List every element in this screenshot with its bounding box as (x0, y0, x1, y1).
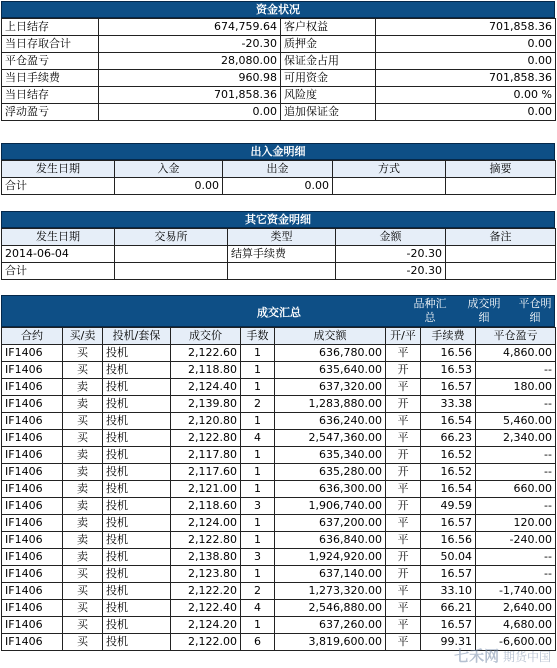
trade-fee: 16.52 (421, 447, 476, 464)
trade-close-pnl: -- (476, 362, 556, 379)
trade-open-close: 平 (386, 413, 421, 430)
funds-row (2, 19, 556, 36)
trades-column-header: 手数 (241, 328, 275, 345)
trade-turnover: 636,240.00 (275, 413, 386, 430)
trade-spec-hedge: 投机 (103, 447, 171, 464)
trade-fee: 66.23 (421, 430, 476, 447)
trade-open-close: 平 (386, 617, 421, 634)
table-row (2, 396, 556, 413)
table-row (2, 362, 556, 379)
trade-fee: 16.57 (421, 379, 476, 396)
other-total-row (2, 263, 556, 280)
table-row (2, 634, 556, 651)
funds-label: 上日结存 (2, 19, 99, 36)
trade-turnover: 637,140.00 (275, 566, 386, 583)
trade-contract: IF1406 (2, 481, 63, 498)
watermark-small: 期货中国 (502, 650, 551, 664)
trade-open-close: 平 (386, 481, 421, 498)
trade-open-close: 平 (386, 583, 421, 600)
trade-spec-hedge: 投机 (103, 532, 171, 549)
trade-spec-hedge: 投机 (103, 600, 171, 617)
trade-fee: 16.57 (421, 515, 476, 532)
table-row (2, 566, 556, 583)
trade-side: 卖 (63, 515, 103, 532)
trades-table (1, 327, 556, 651)
trade-fee: 99.31 (421, 634, 476, 651)
funds-value: 0.00 (99, 104, 281, 121)
trade-price: 2,122.80 (171, 532, 241, 549)
trade-open-close: 平 (386, 532, 421, 549)
trade-side: 买 (63, 600, 103, 617)
trade-lots: 4 (241, 600, 275, 617)
trade-price: 2,122.00 (171, 634, 241, 651)
table-row (2, 617, 556, 634)
trade-lots: 1 (241, 532, 275, 549)
watermark-big: 七禾网 (454, 647, 500, 665)
trade-price: 2,117.80 (171, 447, 241, 464)
funds-row (2, 53, 556, 70)
trade-close-pnl: -- (476, 447, 556, 464)
trade-spec-hedge: 投机 (103, 617, 171, 634)
funds-value: 0.00 (376, 53, 556, 70)
trade-price: 2,120.80 (171, 413, 241, 430)
trade-turnover: 1,906,740.00 (275, 498, 386, 515)
inout-total-note (446, 178, 556, 195)
funds-label: 浮动盈亏 (2, 104, 99, 121)
funds-label: 追加保证金 (281, 104, 376, 121)
trade-fee: 49.59 (421, 498, 476, 515)
trade-open-close: 开 (386, 549, 421, 566)
trade-fee: 33.10 (421, 583, 476, 600)
other-table (1, 228, 556, 280)
trade-close-pnl: -- (476, 566, 556, 583)
trade-fee: 16.52 (421, 464, 476, 481)
trades-column-header: 合约 (2, 328, 63, 345)
trade-close-pnl: -240.00 (476, 532, 556, 549)
trade-spec-hedge: 投机 (103, 379, 171, 396)
inout-total-out: 0.00 (223, 178, 333, 195)
other-total-empty3 (446, 263, 556, 280)
trade-price: 2,138.80 (171, 549, 241, 566)
other-column-header: 金额 (336, 229, 446, 246)
trade-lots: 2 (241, 396, 275, 413)
trade-open-close: 平 (386, 600, 421, 617)
other-column-header: 备注 (446, 229, 556, 246)
trade-price: 2,117.60 (171, 464, 241, 481)
trade-contract: IF1406 (2, 396, 63, 413)
funds-label: 风险度 (281, 87, 376, 104)
table-row (2, 515, 556, 532)
trade-price: 2,122.80 (171, 430, 241, 447)
trade-spec-hedge: 投机 (103, 498, 171, 515)
trade-spec-hedge: 投机 (103, 549, 171, 566)
trade-spec-hedge: 投机 (103, 583, 171, 600)
trade-fee: 16.54 (421, 481, 476, 498)
trade-side: 卖 (63, 532, 103, 549)
trade-close-pnl: 5,460.00 (476, 413, 556, 430)
other-date: 2014-06-04 (2, 246, 115, 263)
funds-label: 质押金 (281, 36, 376, 53)
funds-value: 701,858.36 (376, 70, 556, 87)
funds-label: 保证金占用 (281, 53, 376, 70)
trade-turnover: 636,840.00 (275, 532, 386, 549)
inout-column-header: 发生日期 (2, 161, 115, 178)
trade-lots: 1 (241, 413, 275, 430)
trade-price: 2,123.80 (171, 566, 241, 583)
trade-turnover: 637,200.00 (275, 515, 386, 532)
trade-lots: 1 (241, 464, 275, 481)
other-exchange (115, 246, 228, 263)
trade-price: 2,124.40 (171, 379, 241, 396)
trade-turnover: 635,280.00 (275, 464, 386, 481)
funds-label: 客户权益 (281, 19, 376, 36)
funds-row (2, 36, 556, 53)
trade-lots: 1 (241, 617, 275, 634)
trade-lots: 1 (241, 362, 275, 379)
trade-close-pnl: 4,860.00 (476, 345, 556, 362)
trades-header-row (2, 328, 556, 345)
funds-row (2, 70, 556, 87)
trade-lots: 1 (241, 447, 275, 464)
trade-contract: IF1406 (2, 617, 63, 634)
trade-side: 买 (63, 617, 103, 634)
funds-value: 960.98 (99, 70, 281, 87)
trades-column-header: 开/平 (386, 328, 421, 345)
trade-fee: 33.38 (421, 396, 476, 413)
trade-side: 卖 (63, 549, 103, 566)
trade-lots: 4 (241, 430, 275, 447)
trade-contract: IF1406 (2, 549, 63, 566)
trade-lots: 2 (241, 583, 275, 600)
trade-contract: IF1406 (2, 498, 63, 515)
other-title: 其它资金明细 (1, 211, 555, 228)
other-note (446, 246, 556, 263)
trade-contract: IF1406 (2, 532, 63, 549)
trade-close-pnl: -- (476, 396, 556, 413)
inout-total-method (333, 178, 446, 195)
trade-spec-hedge: 投机 (103, 566, 171, 583)
trade-spec-hedge: 投机 (103, 464, 171, 481)
trade-side: 买 (63, 566, 103, 583)
inout-column-header: 方式 (333, 161, 446, 178)
trades-header-bar (1, 295, 555, 327)
trades-column-header: 成交价 (171, 328, 241, 345)
table-row (2, 464, 556, 481)
funds-label: 当日存取合计 (2, 36, 99, 53)
trade-spec-hedge: 投机 (103, 430, 171, 447)
trade-turnover: 637,260.00 (275, 617, 386, 634)
trade-contract: IF1406 (2, 362, 63, 379)
table-row (2, 549, 556, 566)
inout-header-row (2, 161, 556, 178)
trades-column-header: 手续费 (421, 328, 476, 345)
table-row (2, 583, 556, 600)
funds-value: 0.00 (376, 36, 556, 53)
trades-column-header: 投机/套保 (103, 328, 171, 345)
other-total-empty1 (115, 263, 228, 280)
trade-spec-hedge: 投机 (103, 515, 171, 532)
inout-table (1, 160, 556, 195)
trade-contract: IF1406 (2, 583, 63, 600)
trade-contract: IF1406 (2, 379, 63, 396)
table-row (2, 532, 556, 549)
trade-contract: IF1406 (2, 464, 63, 481)
trade-turnover: 1,273,320.00 (275, 583, 386, 600)
trade-turnover: 636,300.00 (275, 481, 386, 498)
trade-close-pnl: -6,600.00 (476, 634, 556, 651)
funds-value: 701,858.36 (99, 87, 281, 104)
trade-open-close: 平 (386, 379, 421, 396)
trade-side: 卖 (63, 447, 103, 464)
trade-side: 买 (63, 345, 103, 362)
other-type: 结算手续费 (228, 246, 336, 263)
trade-side: 卖 (63, 379, 103, 396)
funds-label: 可用资金 (281, 70, 376, 87)
trade-price: 2,122.60 (171, 345, 241, 362)
trades-column-header: 平仓盈亏 (476, 328, 556, 345)
trades-column-header: 买/卖 (63, 328, 103, 345)
trade-spec-hedge: 投机 (103, 345, 171, 362)
trade-spec-hedge: 投机 (103, 396, 171, 413)
other-column-header: 交易所 (115, 229, 228, 246)
trade-close-pnl: -- (476, 498, 556, 515)
funds-value: 674,759.64 (99, 19, 281, 36)
table-row (2, 498, 556, 515)
trade-close-pnl: 120.00 (476, 515, 556, 532)
trade-price: 2,124.00 (171, 515, 241, 532)
trade-fee: 66.21 (421, 600, 476, 617)
funds-table (1, 18, 556, 121)
trade-lots: 6 (241, 634, 275, 651)
trade-turnover: 1,924,920.00 (275, 549, 386, 566)
other-section (1, 211, 555, 280)
trade-lots: 1 (241, 345, 275, 362)
trade-contract: IF1406 (2, 515, 63, 532)
funds-value: 0.00 % (376, 87, 556, 104)
trade-fee: 50.04 (421, 549, 476, 566)
other-total-amount: -20.30 (336, 263, 446, 280)
other-row (2, 246, 556, 263)
trade-turnover: 1,283,880.00 (275, 396, 386, 413)
funds-value: 28,080.00 (99, 53, 281, 70)
inout-total-row (2, 178, 556, 195)
trade-contract: IF1406 (2, 600, 63, 617)
trade-open-close: 开 (386, 362, 421, 379)
trade-open-close: 平 (386, 345, 421, 362)
other-total-empty2 (228, 263, 336, 280)
trade-contract: IF1406 (2, 345, 63, 362)
table-row (2, 345, 556, 362)
funds-value: 0.00 (376, 104, 556, 121)
other-column-header: 发生日期 (2, 229, 115, 246)
trade-price: 2,118.60 (171, 498, 241, 515)
funds-value: 701,858.36 (376, 19, 556, 36)
funds-label: 当日手续费 (2, 70, 99, 87)
trade-close-pnl: 180.00 (476, 379, 556, 396)
trade-fee: 16.54 (421, 413, 476, 430)
trade-close-pnl: -1,740.00 (476, 583, 556, 600)
trade-contract: IF1406 (2, 566, 63, 583)
trade-close-pnl: 4,680.00 (476, 617, 556, 634)
trade-lots: 3 (241, 498, 275, 515)
trade-price: 2,118.80 (171, 362, 241, 379)
trade-open-close: 平 (386, 634, 421, 651)
trade-close-pnl: -- (476, 549, 556, 566)
trade-side: 卖 (63, 464, 103, 481)
link-close-detail[interactable]: 平仓明细 (518, 297, 552, 324)
trade-side: 买 (63, 634, 103, 651)
trade-side: 买 (63, 413, 103, 430)
table-row (2, 430, 556, 447)
trade-open-close: 开 (386, 447, 421, 464)
funds-value: -20.30 (99, 36, 281, 53)
trade-fee: 16.56 (421, 532, 476, 549)
table-row (2, 481, 556, 498)
trade-open-close: 开 (386, 396, 421, 413)
inout-column-header: 入金 (115, 161, 223, 178)
trade-contract: IF1406 (2, 430, 63, 447)
trade-open-close: 开 (386, 498, 421, 515)
trade-side: 买 (63, 362, 103, 379)
link-product-summary[interactable]: 品种汇总 (413, 297, 447, 324)
trade-turnover: 2,546,880.00 (275, 600, 386, 617)
trade-turnover: 2,547,360.00 (275, 430, 386, 447)
trade-side: 卖 (63, 481, 103, 498)
trade-turnover: 3,819,600.00 (275, 634, 386, 651)
trade-spec-hedge: 投机 (103, 413, 171, 430)
inout-column-header: 摘要 (446, 161, 556, 178)
trade-fee: 16.53 (421, 362, 476, 379)
inout-title: 出入金明细 (1, 143, 555, 160)
trade-price: 2,121.00 (171, 481, 241, 498)
table-row (2, 413, 556, 430)
trade-open-close: 平 (386, 430, 421, 447)
inout-column-header: 出金 (223, 161, 333, 178)
trade-side: 卖 (63, 396, 103, 413)
trade-turnover: 635,340.00 (275, 447, 386, 464)
trade-open-close: 平 (386, 515, 421, 532)
trade-contract: IF1406 (2, 413, 63, 430)
trade-fee: 16.56 (421, 345, 476, 362)
funds-label: 平仓盈亏 (2, 53, 99, 70)
trade-turnover: 637,320.00 (275, 379, 386, 396)
table-row (2, 600, 556, 617)
trade-fee: 16.57 (421, 617, 476, 634)
trade-price: 2,122.40 (171, 600, 241, 617)
trade-contract: IF1406 (2, 634, 63, 651)
trades-column-header: 成交额 (275, 328, 386, 345)
inout-total-label: 合计 (2, 178, 115, 195)
funds-row (2, 87, 556, 104)
trade-open-close: 开 (386, 566, 421, 583)
trade-spec-hedge: 投机 (103, 634, 171, 651)
trade-close-pnl: 2,640.00 (476, 600, 556, 617)
trade-price: 2,122.20 (171, 583, 241, 600)
trade-open-close: 开 (386, 464, 421, 481)
funds-section (1, 1, 555, 121)
other-column-header: 类型 (228, 229, 336, 246)
trade-lots: 1 (241, 379, 275, 396)
trade-lots: 3 (241, 549, 275, 566)
trade-side: 买 (63, 430, 103, 447)
trade-spec-hedge: 投机 (103, 481, 171, 498)
trade-side: 卖 (63, 498, 103, 515)
trade-turnover: 635,640.00 (275, 362, 386, 379)
funds-title: 资金状况 (1, 1, 555, 18)
funds-row (2, 104, 556, 121)
trade-close-pnl: 2,340.00 (476, 430, 556, 447)
trade-fee: 16.57 (421, 566, 476, 583)
trades-title: 成交汇总 (257, 306, 301, 319)
other-amount: -20.30 (336, 246, 446, 263)
trade-close-pnl: 660.00 (476, 481, 556, 498)
trade-close-pnl: -- (476, 464, 556, 481)
table-row (2, 379, 556, 396)
trade-lots: 1 (241, 481, 275, 498)
inout-total-in: 0.00 (115, 178, 223, 195)
link-trade-detail[interactable]: 成交明细 (467, 297, 501, 324)
trade-lots: 1 (241, 515, 275, 532)
funds-label: 当日结存 (2, 87, 99, 104)
trade-side: 买 (63, 583, 103, 600)
trade-price: 2,124.20 (171, 617, 241, 634)
trade-lots: 1 (241, 566, 275, 583)
inout-section (1, 143, 555, 195)
trades-section (1, 295, 555, 651)
trade-spec-hedge: 投机 (103, 362, 171, 379)
trade-price: 2,139.80 (171, 396, 241, 413)
other-total-label: 合计 (2, 263, 115, 280)
table-row (2, 447, 556, 464)
other-header-row (2, 229, 556, 246)
trade-contract: IF1406 (2, 447, 63, 464)
trade-turnover: 636,780.00 (275, 345, 386, 362)
